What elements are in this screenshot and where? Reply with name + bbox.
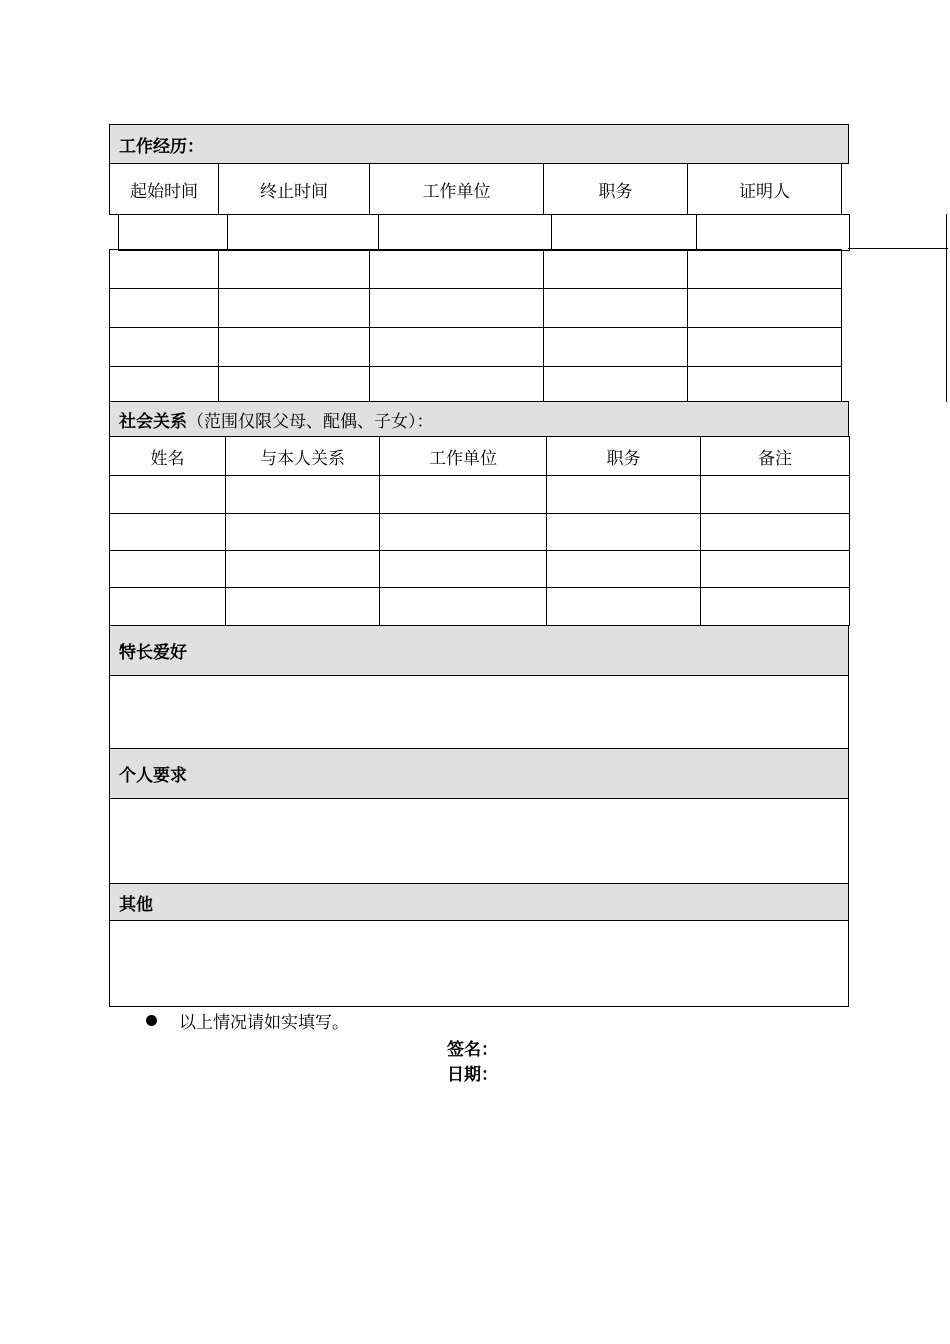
work-col-start: 起始时间: [110, 164, 219, 215]
personal-requirements-header: [109, 748, 849, 799]
other-header: [109, 883, 849, 921]
table-row: [110, 551, 850, 588]
bullet-icon: [146, 1015, 157, 1026]
work-cell[interactable]: [370, 250, 544, 289]
work-cell[interactable]: [228, 215, 379, 251]
table-row: [119, 215, 850, 251]
work-cell[interactable]: [110, 250, 219, 289]
table-row: [110, 514, 850, 551]
work-cell[interactable]: [688, 289, 842, 328]
social-relations-title: 社会关系: [119, 411, 187, 432]
personal-requirements-field[interactable]: [109, 798, 849, 884]
work-cell[interactable]: [219, 250, 370, 289]
work-history-title: 工作经历：: [119, 136, 204, 157]
social-col-relation: 与本人关系: [226, 437, 380, 476]
table-row: [110, 476, 850, 514]
social-cell[interactable]: [547, 551, 701, 588]
table-header-row: [110, 437, 850, 476]
social-cell[interactable]: [701, 588, 850, 626]
work-col-position: 职务: [544, 164, 688, 215]
work-history-header-row: [109, 163, 842, 215]
date-label: 日期：: [447, 1065, 498, 1085]
social-relations-table: [109, 436, 850, 626]
footer-note-line: [146, 1009, 349, 1031]
work-cell[interactable]: [688, 328, 842, 367]
hobbies-title: 特长爱好: [119, 643, 187, 663]
social-relations-note: （范围仅限父母、配偶、子女）：: [187, 411, 434, 432]
social-col-position: 职务: [547, 437, 701, 476]
social-col-employer: 工作单位: [380, 437, 547, 476]
work-cell[interactable]: [688, 250, 842, 289]
signature-label: 签名：: [447, 1040, 498, 1060]
social-cell[interactable]: [547, 476, 701, 514]
table-row: [110, 250, 842, 289]
social-cell[interactable]: [380, 551, 547, 588]
social-cell[interactable]: [701, 476, 850, 514]
work-cell[interactable]: [110, 367, 219, 403]
social-cell[interactable]: [110, 514, 226, 551]
social-cell[interactable]: [701, 514, 850, 551]
work-cell[interactable]: [219, 289, 370, 328]
work-cell[interactable]: [370, 367, 544, 403]
work-col-end: 终止时间: [219, 164, 370, 215]
work-cell[interactable]: [544, 250, 688, 289]
work-cell[interactable]: [119, 215, 228, 251]
social-cell[interactable]: [380, 476, 547, 514]
social-cell[interactable]: [547, 588, 701, 626]
work-cell[interactable]: [544, 367, 688, 403]
work-cell[interactable]: [688, 367, 842, 403]
social-col-remarks: 备注: [701, 437, 850, 476]
social-col-name: 姓名: [110, 437, 226, 476]
work-cell[interactable]: [697, 215, 850, 251]
work-cell[interactable]: [370, 328, 544, 367]
social-cell[interactable]: [226, 551, 380, 588]
stray-rule-horizontal: [848, 248, 948, 249]
social-cell[interactable]: [380, 514, 547, 551]
work-cell[interactable]: [544, 328, 688, 367]
social-cell[interactable]: [380, 588, 547, 626]
table-row: [110, 328, 842, 367]
work-cell[interactable]: [552, 215, 697, 251]
work-history-offset-row: [118, 214, 850, 251]
personal-requirements-title: 个人要求: [119, 766, 187, 786]
stray-rule-vertical: [946, 214, 947, 402]
work-history-header: [109, 124, 849, 164]
work-col-witness: 证明人: [688, 164, 842, 215]
hobbies-header: [109, 625, 849, 676]
social-cell[interactable]: [226, 476, 380, 514]
footer-note: 以上情况请如实填写。: [179, 1012, 349, 1033]
other-field[interactable]: [109, 920, 849, 1007]
social-cell[interactable]: [110, 588, 226, 626]
social-cell[interactable]: [110, 551, 226, 588]
social-cell[interactable]: [547, 514, 701, 551]
table-row: [110, 289, 842, 328]
work-history-table: [109, 249, 842, 403]
social-cell[interactable]: [226, 588, 380, 626]
work-col-employer: 工作单位: [370, 164, 544, 215]
work-cell[interactable]: [370, 289, 544, 328]
table-row: [110, 367, 842, 403]
hobbies-field[interactable]: [109, 675, 849, 749]
other-title: 其他: [119, 894, 153, 915]
work-cell[interactable]: [110, 289, 219, 328]
table-row: [110, 588, 850, 626]
work-cell[interactable]: [544, 289, 688, 328]
work-cell[interactable]: [110, 328, 219, 367]
work-cell[interactable]: [219, 328, 370, 367]
social-cell[interactable]: [701, 551, 850, 588]
work-cell[interactable]: [219, 367, 370, 403]
work-cell[interactable]: [379, 215, 552, 251]
social-relations-header: [109, 401, 849, 437]
social-cell[interactable]: [110, 476, 226, 514]
social-cell[interactable]: [226, 514, 380, 551]
